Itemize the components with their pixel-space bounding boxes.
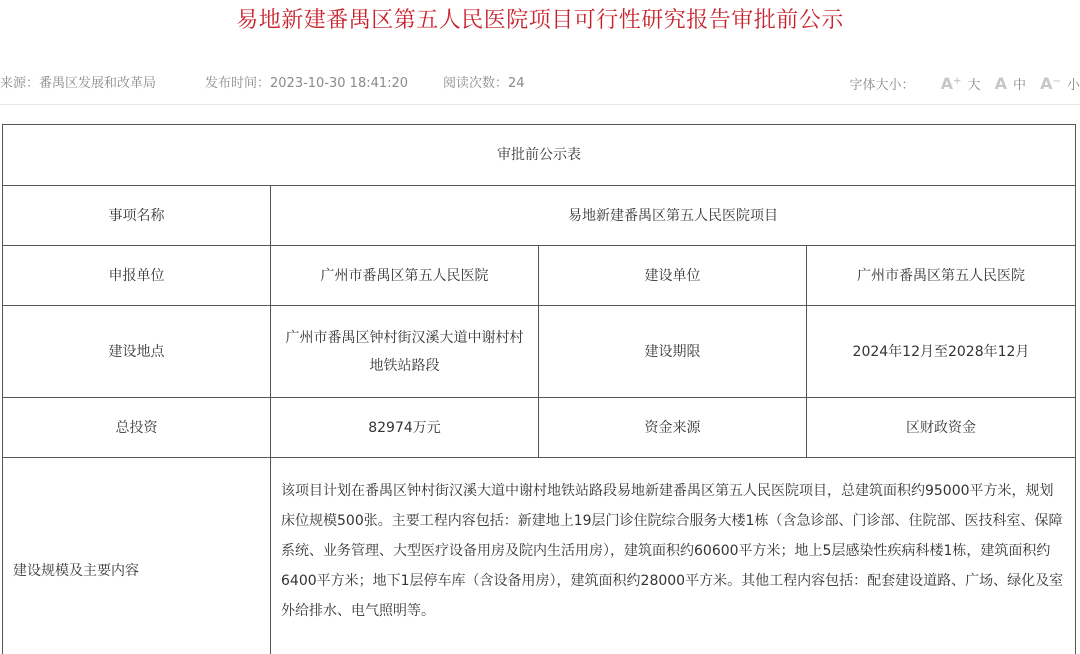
font-increase-icon: A⁺ (940, 74, 962, 93)
font-normal-icon: A (994, 74, 1007, 93)
font-size-medium-button[interactable] (995, 73, 1026, 97)
read-count-text: 阅读次数：24 (443, 76, 525, 91)
font-size-small-label: 小 (1066, 78, 1080, 93)
builder-label: 建设单位 (539, 246, 807, 306)
table-row (3, 306, 1076, 398)
location-label: 建设地点 (3, 306, 271, 398)
funding-source-value: 区财政资金 (807, 398, 1076, 458)
project-name-value: 易地新建番禺区第五人民医院项目 (271, 186, 1076, 246)
publish-time-text: 发布时间：2023-10-30 18:41:20 (205, 76, 409, 91)
scope-label: 建设规模及主要内容 (3, 458, 271, 654)
font-size-control (849, 73, 1080, 97)
period-label: 建设期限 (539, 306, 807, 398)
source-text: 来源：番禺区发展和改革局 (0, 76, 157, 91)
font-decrease-icon: A⁻ (1040, 74, 1061, 93)
investment-value: 82974万元 (271, 398, 539, 458)
applicant-value: 广州市番禺区第五人民医院 (271, 246, 539, 306)
location-value: 广州市番禺区钟村街汉溪大道中谢村村地铁站路段 (271, 306, 539, 398)
font-size-small-button[interactable] (1040, 73, 1080, 97)
font-size-large-button[interactable] (941, 73, 981, 97)
table-caption-row (3, 125, 1076, 186)
table-row (3, 246, 1076, 306)
header-divider (0, 104, 1080, 105)
funding-source-label: 资金来源 (539, 398, 807, 458)
project-name-label: 事项名称 (3, 186, 271, 246)
scope-value: 该项目计划在番禺区钟村街汉溪大道中谢村地铁站路段易地新建番禺区第五人民医院项目，总建筑面积约95000平方米，规划床位规模500张。主要工程内容包括：新建地上19层门诊住院综合服务大楼1栋（含急诊部、门诊部、住院部、医技科室、保障系统、业务管理、大型医疗设备用房及院内生活用房），建筑面积约60600平方米；地上5层感染性疾病科楼1栋，建筑面积约6400平方米；地下1层停车库（含设备用房），建筑面积约28000平方米。其他工程内容包括：配套建设道路、广场、绿化及室外给排水、电气照明等。 (271, 458, 1076, 654)
table-row (3, 186, 1076, 246)
period-value: 2024年12月至2028年12月 (807, 306, 1076, 398)
table-caption: 审批前公示表 (3, 125, 1076, 186)
table-row (3, 398, 1076, 458)
font-size-large-label: 大 (967, 78, 981, 93)
font-size-label: 字体大小： (849, 78, 915, 93)
approval-publicity-table (2, 124, 1076, 654)
article-meta (0, 73, 1080, 95)
investment-label: 总投资 (3, 398, 271, 458)
font-size-medium-label: 中 (1013, 78, 1027, 93)
applicant-label: 申报单位 (3, 246, 271, 306)
table-row (3, 458, 1076, 654)
builder-value: 广州市番禺区第五人民医院 (807, 246, 1076, 306)
page-title: 易地新建番禺区第五人民医院项目可行性研究报告审批前公示 (236, 8, 844, 33)
